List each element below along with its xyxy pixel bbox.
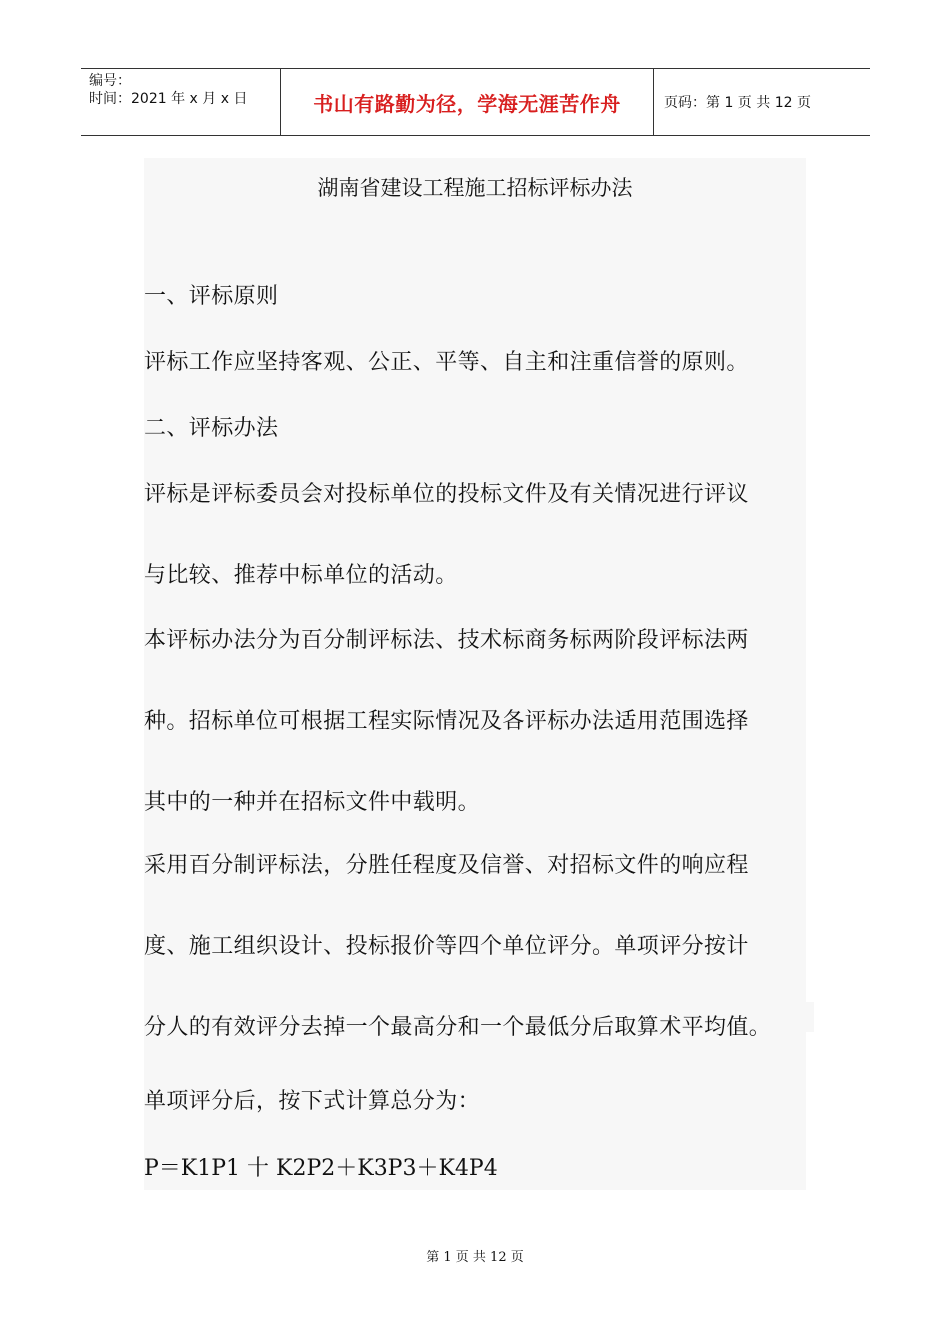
paragraph-line: 评标工作应坚持客观、公正、平等、自主和注重信誉的原则。 [144,350,749,375]
paragraph-line: 本评标办法分为百分制评标法、技术标商务标两阶段评标法两 [144,628,749,653]
section-heading-1: 一、评标原则 [144,284,279,309]
paragraph-line: 采用百分制评标法，分胜任程度及信誉、对招标文件的响应程 [144,853,749,878]
header-page-cell [654,69,870,135]
paragraph-line: 种。招标单位可根据工程实际情况及各评标办法适用范围选择 [144,709,749,734]
header-page-info: 页码：第 1 页 共 12 页 [664,95,811,111]
header-motto: 书山有路勤为径，学海无涯苦作舟 [313,91,621,116]
document-body [144,158,806,1190]
section-heading-2: 二、评标办法 [144,416,279,441]
header-meta [81,69,281,135]
page-header [81,68,870,136]
paragraph-line: 单项评分后，按下式计算总分为： [144,1089,481,1114]
paragraph-line: 其中的一种并在招标文件中载明。 [144,790,481,815]
content-highlight-tail [806,1002,814,1032]
paragraph-line: 评标是评标委员会对投标单位的投标文件及有关情况进行评议 [144,482,749,507]
document-date: 时间：2021 年 x 月 x 日 [89,91,248,107]
header-motto-cell [281,69,654,135]
document-number-label: 编号： [89,73,131,89]
paragraph-line: 与比较、推荐中标单位的活动。 [144,563,458,588]
paragraph-line: 分人的有效评分去掉一个最高分和一个最低分后取算术平均值。 [144,1015,772,1040]
page-footer: 第 1 页 共 12 页 [426,1250,524,1265]
formula-line: P＝K1P1 十 K2P2＋K3P3＋K4P4 [144,1156,498,1181]
document-title: 湖南省建设工程施工招标评标办法 [317,176,633,200]
paragraph-line: 度、施工组织设计、投标报价等四个单位评分。单项评分按计 [144,934,749,959]
